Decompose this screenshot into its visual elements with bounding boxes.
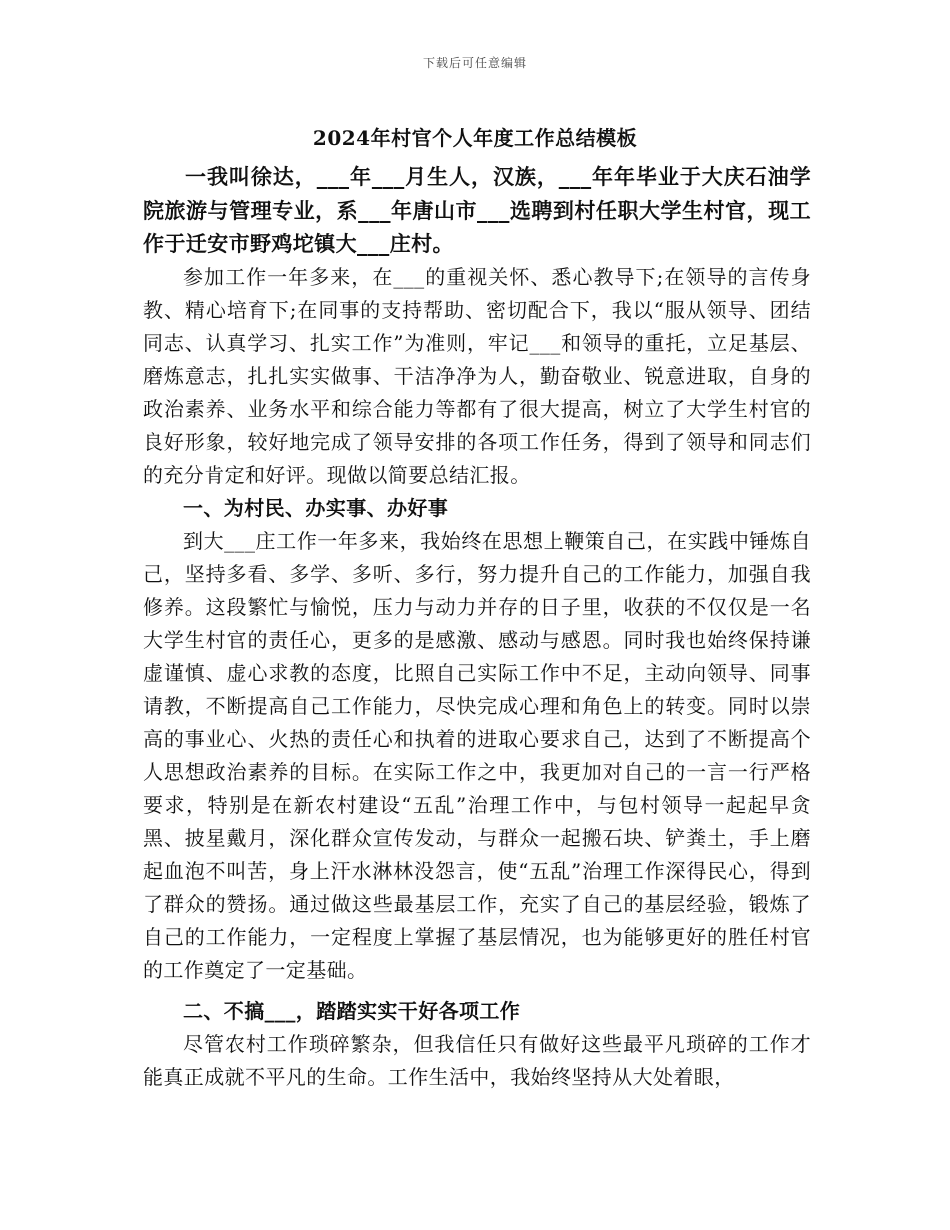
- section-heading-1: 一、为村民、办实事、办好事: [183, 495, 449, 520]
- document-body: [143, 160, 811, 1094]
- header-note: 下载后可任意编辑: [422, 56, 527, 70]
- section-heading-2: 二、不搞___，踏踏实实干好各项工作: [183, 998, 521, 1023]
- body-paragraph: 参加工作一年多来，在___的重视关怀、悉心教导下;在领导的言传身教、精心培育下;在同事的支持帮助、密切配合下，我以“服从领导、团结同志、认真学习、扎实工作”为准则，牢记___和领导的重托，立足基层、磨炼意志，扎扎实实做事、干洁净净为人，勤奋敬业、锐意进取，自身的政治素养、业务水平和综合能力等都有了很大提高，树立了大学生村官的良好形象，较好地完成了领导安排的各项工作任务，得到了领导和同志们的充分肯定和好评。现做以简要总结汇报。: [143, 264, 811, 487]
- body-paragraph: 到大___庄工作一年多来，我始终在思想上鞭策自己，在实践中锤炼自己，坚持多看、多学、多听、多行，努力提升自己的工作能力，加强自我修养。这段繁忙与愉悦，压力与动力并存的日子里，收获的不仅仅是一名大学生村官的责任心，更多的是感激、感动与感恩。同时我也始终保持谦虚谨慎、虚心求教的态度，比照自己实际工作中不足，主动向领导、同事请教，不断提高自己工作能力，尽快完成心理和角色上的转变。同时以崇高的事业心、火热的责任心和执着的进取心要求自己，达到了不断提高个人思想政治素养的目标。在实际工作之中，我更加对自己的一言一行严格要求，特别是在新农村建设“五乱”治理工作中，与包村领导一起起早贪黑、披星戴月，深化群众宣传发动，与群众一起搬石块、铲粪土，手上磨起血泡不叫苦，身上汗水淋林没怨言，使“五乱”治理工作深得民心，得到了群众的赞扬。通过做这些最基层工作，充实了自己的基层经验，锻炼了自己的工作能力，一定程度上掌握了基层情况，也为能够更好的胜任村官的工作奠定了一定基础。: [143, 528, 811, 982]
- body-paragraph: 尽管农村工作琐碎繁杂，但我信任只有做好这些最平凡琐碎的工作才能真正成就不平凡的生命。工作生活中，我始终坚持从大处着眼，: [143, 1031, 811, 1089]
- intro-paragraph: 一我叫徐达，___年___月生人，汉族，___年年毕业于大庆石油学院旅游与管理专业，系___年唐山市___选聘到村任职大学生村官，现工作于迁安市野鸡坨镇大___庄村。: [143, 164, 811, 256]
- document-title: 2024年村官个人年度工作总结模板: [312, 126, 638, 150]
